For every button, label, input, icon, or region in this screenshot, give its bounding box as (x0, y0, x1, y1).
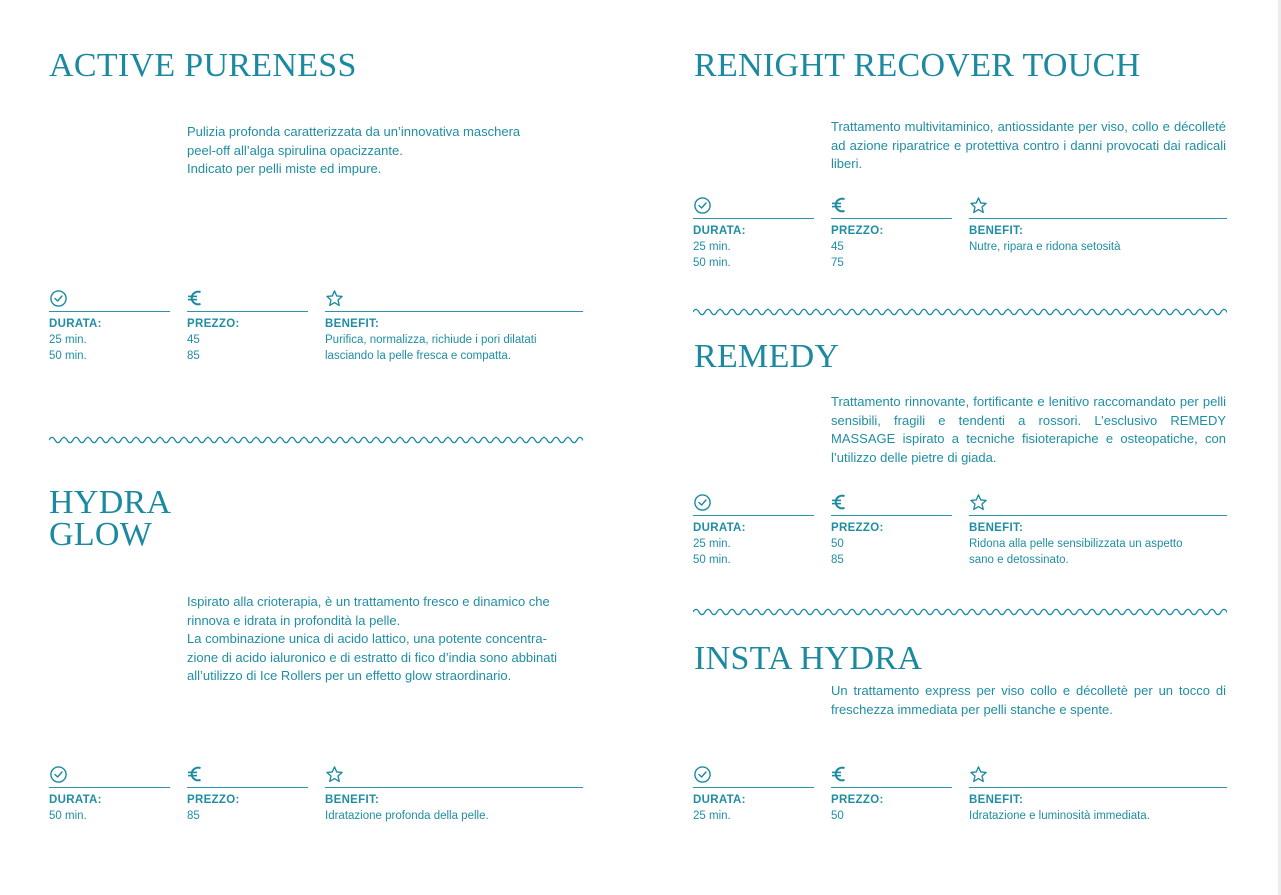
euro-icon (831, 195, 952, 215)
price-column (831, 195, 952, 271)
benefit-column (969, 492, 1227, 568)
description-insta-hydra: Un trattamento express per viso collo e décolletè per un tocco di freschezza immediata per pelli stanche e spente. (831, 683, 1226, 717)
clock-icon (49, 764, 170, 784)
divider-line (831, 515, 952, 516)
title-renight-recover-touch: RENIGHT RECOVER TOUCH (694, 47, 1141, 84)
divider-line (831, 787, 952, 788)
wave-divider (693, 607, 1227, 617)
duration-label: DURATA: (693, 225, 746, 237)
clock-icon (693, 764, 814, 784)
divider-line (187, 311, 308, 312)
divider-line (187, 787, 308, 788)
duration-label: DURATA: (693, 794, 746, 806)
divider-line (969, 515, 1227, 516)
benefit-label: BENEFIT: (969, 794, 1024, 806)
description-active-pureness: Pulizia profonda caratterizzata da un’innovativa maschera peel-off all’alga spirulina opacizzante. Indicato per pelli miste ed impure. (187, 124, 521, 176)
price-column (831, 492, 952, 568)
price-value: 45 75 (831, 241, 844, 269)
duration-column (693, 195, 814, 271)
star-icon (325, 764, 583, 784)
star-icon (325, 288, 583, 308)
price-label: PREZZO: (831, 794, 884, 806)
price-value: 85 (187, 810, 200, 822)
price-label: PREZZO: (187, 318, 240, 330)
benefit-value: Nutre, ripara e ridona setosità (969, 241, 1121, 253)
duration-column (49, 764, 170, 824)
price-label: PREZZO: (831, 522, 884, 534)
divider-line (49, 311, 170, 312)
price-value: 50 85 (831, 538, 844, 566)
duration-value: 25 min. 50 min. (49, 334, 87, 362)
divider-line (969, 787, 1227, 788)
benefit-label: BENEFIT: (969, 522, 1024, 534)
benefit-label: BENEFIT: (325, 794, 380, 806)
duration-value: 25 min. (693, 810, 731, 822)
star-icon (969, 492, 1227, 512)
duration-column (693, 492, 814, 568)
divider-line (49, 787, 170, 788)
divider-line (325, 787, 583, 788)
price-column (831, 764, 952, 824)
title-active-pureness: ACTIVE PURENESS (49, 47, 357, 84)
duration-column (49, 288, 170, 364)
duration-column (693, 764, 814, 824)
benefit-value: Purifica, normalizza, richiude i pori dilatati lasciando la pelle fresca e compatta. (325, 334, 537, 362)
divider-line (693, 515, 814, 516)
description-remedy: Trattamento rinnovante, fortificante e lenitivo raccomandato per pelli sensibili, fragili e tendenti a rossori. L’esclusivo REMEDY MASSAGE ispirato a tecniche fisioterapiche e osteopatiche, con l’utilizzo delle pietre di giada. (831, 394, 1226, 465)
benefit-column (969, 195, 1227, 255)
benefit-value: Ridona alla pelle sensibilizzata un aspetto sano e detossinato. (969, 538, 1183, 566)
duration-label: DURATA: (49, 318, 102, 330)
benefit-column (969, 764, 1227, 824)
benefit-column (325, 764, 583, 824)
price-column (187, 288, 308, 364)
price-column (187, 764, 308, 824)
divider-line (969, 218, 1227, 219)
duration-label: DURATA: (49, 794, 102, 806)
description-renight-recover-touch: Trattamento multivitaminico, antiossidante per viso, collo e décolleté ad azione riparatrice e protettiva contro i danni provocati dai radicali liberi. (831, 119, 1226, 171)
price-label: PREZZO: (187, 794, 240, 806)
title-remedy: REMEDY (694, 338, 840, 375)
price-value: 45 85 (187, 334, 200, 362)
benefit-value: Idratazione e luminosità immediata. (969, 810, 1150, 822)
divider-line (831, 218, 952, 219)
duration-value: 50 min. (49, 810, 87, 822)
duration-value: 25 min. 50 min. (693, 538, 731, 566)
clock-icon (49, 288, 170, 308)
description-hydra-glow: Ispirato alla crioterapia, è un trattamento fresco e dinamico che rinnova e idrata in profondità la pelle. La combinazione unica di acido lattico, una potente concentra- zione di acido ialuronico e di estratto di fico d’india sono abbinati all’utilizzo di Ice Rollers per un effetto glow straordinario. (187, 594, 558, 683)
euro-icon (187, 764, 308, 784)
euro-icon (831, 764, 952, 784)
star-icon (969, 195, 1227, 215)
benefit-label: BENEFIT: (325, 318, 380, 330)
wave-divider (49, 435, 583, 445)
price-label: PREZZO: (831, 225, 884, 237)
wave-divider (693, 307, 1227, 317)
euro-icon (831, 492, 952, 512)
clock-icon (693, 492, 814, 512)
euro-icon (187, 288, 308, 308)
price-value: 50 (831, 810, 844, 822)
title-insta-hydra: INSTA HYDRA (694, 640, 923, 677)
star-icon (969, 764, 1227, 784)
divider-line (325, 311, 583, 312)
divider-line (693, 787, 814, 788)
title-hydra-glow: HYDRA GLOW (49, 484, 172, 553)
duration-label: DURATA: (693, 522, 746, 534)
benefit-column (325, 288, 583, 364)
divider-line (693, 218, 814, 219)
benefit-label: BENEFIT: (969, 225, 1024, 237)
duration-value: 25 min. 50 min. (693, 241, 731, 269)
clock-icon (693, 195, 814, 215)
benefit-value: Idratazione profonda della pelle. (325, 810, 489, 822)
